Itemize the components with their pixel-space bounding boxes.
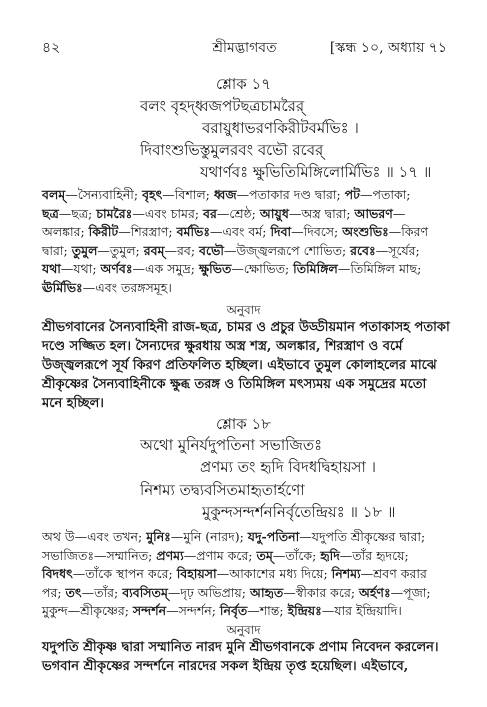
synonym-word: বর্মভিঃ <box>176 224 211 239</box>
synonym-word: বিহায়সা <box>176 566 217 581</box>
verse-17-translation <box>42 318 452 413</box>
text-line <box>42 565 452 584</box>
verse-18-synonyms <box>42 528 452 621</box>
verse-17-line-1: বলং বৃহদ্ধ্বজপটছত্রচামরৈর্ <box>140 97 305 115</box>
canto-chapter: [স্কন্ধ ১০, অধ্যায় ৭১ <box>329 40 447 56</box>
text-line <box>42 260 452 279</box>
synonym-meaning: —রব; <box>164 242 200 258</box>
page-number: ৪২ <box>42 40 61 56</box>
synonym-meaning: মুকুন্দ—শ্রীকৃষ্ণের; <box>42 603 133 618</box>
text-line <box>42 279 452 298</box>
verse-18-line-3: নিশম্য তদ্ব্যবসিতমাহৃতার্হণো <box>140 481 305 499</box>
synonym-meaning: —সন্দর্শন; <box>166 603 220 618</box>
synonym-meaning: —কিরণ <box>388 224 429 239</box>
synonym-meaning: —দিবসে; <box>291 224 343 239</box>
synonym-word: হৃদি <box>320 547 340 563</box>
synonym-meaning: —মুনি (নারদ); <box>170 529 248 544</box>
synonym-word: পট <box>344 187 360 202</box>
synonym-word: দিবা <box>270 224 292 239</box>
synonym-meaning: —ছত্র; <box>58 205 97 221</box>
synonym-word: বভৌ <box>199 242 224 258</box>
text-line: ভগবান শ্রীকৃষ্ণের সন্দর্শনে নারদের সকল ইন্দ্রিয় তৃপ্ত হয়েছিল। এইভাবে, <box>42 659 409 674</box>
synonym-meaning: —ক্ষোভিত; <box>231 261 294 276</box>
verse-18-line-2: প্রণম্য তং হৃদি বিদধদ্বিহায়সা । <box>200 458 376 476</box>
synonym-word: তম্ <box>256 547 273 563</box>
verse-18-number: শ্লোক ১৮ <box>216 415 271 433</box>
synonym-meaning: —যথা; <box>60 261 101 276</box>
text-line: শ্রীকৃষ্ণের সৈন্যবাহিনীকে ক্ষুব্ধ তরঙ্গ ও তিমিঙ্গিল মৎস্যময় এক সমুদ্রের মতো <box>42 377 427 392</box>
text-line <box>42 242 452 261</box>
synonym-meaning: —শ্রবণ করার <box>360 566 427 581</box>
verse-18-translation-label: অনুবাদ <box>226 623 261 637</box>
synonym-word: ধ্বজ <box>213 187 237 202</box>
synonym-meaning: —বিশাল; <box>162 187 214 202</box>
synonym-meaning: —পতাকা; <box>359 187 411 202</box>
synonym-meaning: —তাঁর হৃদয়ে; <box>339 547 409 563</box>
text-line <box>42 547 452 566</box>
synonym-meaning: পর; <box>42 584 66 600</box>
synonym-word: আভরণ <box>354 205 393 221</box>
synonym-meaning: —শ্রেষ্ঠ; <box>216 205 260 221</box>
text-line: যদুপতি শ্রীকৃষ্ণ দ্বারা সম্মানিত নারদ মুনি শ্রীভগবানকে প্রণাম নিবেদন করলেন। <box>42 640 439 655</box>
synonym-word: ইন্দ্রিয়ঃ <box>287 603 322 618</box>
synonym-word: ছত্র <box>42 205 59 221</box>
synonym-meaning: —সূর্যের; <box>375 242 420 258</box>
text-line <box>42 602 452 621</box>
synonym-meaning: —তাঁকে; <box>272 547 321 563</box>
verse-17-line-4: যথার্ণবঃ ক্ষুভিতিমিঙ্গিলোর্মিভিঃ ॥ ১৭ ॥ <box>200 163 432 181</box>
text-line <box>42 584 452 603</box>
synonym-word: নির্বৃত <box>219 603 248 618</box>
text-line: দণ্ডে সজ্জিত হল। সৈন্যদের ক্ষুরধায় অস্ত্র শস্ত্র, অলঙ্কার, শিরস্ত্রাণ ও বর্মে <box>42 339 403 354</box>
synonym-meaning: —তুমুল; <box>97 242 144 258</box>
synonym-meaning: —এবং তরঙ্গসমূহ। <box>82 279 172 295</box>
synonym-word: নিশম্য <box>331 566 361 581</box>
synonym-meaning: —তাঁর; <box>81 584 123 600</box>
synonym-word: বৃহৎ <box>142 187 163 202</box>
synonym-meaning: —দৃঢ় অভিপ্রায়; <box>167 584 250 600</box>
synonym-meaning: —স্বীকার করে; <box>283 584 360 600</box>
synonym-word: সন্দর্শন <box>132 603 167 618</box>
synonym-word: রবম্ <box>143 242 165 258</box>
synonym-word: তুমুল <box>71 242 98 258</box>
synonym-word: ঊর্মিভিঃ <box>42 279 83 295</box>
synonym-meaning: —আকাশের মধ্য দিয়ে; <box>216 566 332 581</box>
synonym-meaning: — <box>392 205 406 221</box>
text-line <box>42 186 452 205</box>
synonym-meaning: —শিরস্ত্রাণ; <box>118 224 177 239</box>
synonym-meaning: দ্বারা; <box>42 242 72 258</box>
synonym-word: মুনিঃ <box>146 529 171 544</box>
synonym-word: কিরীট <box>88 224 119 239</box>
synonym-meaning: —প্রণাম করে; <box>183 547 257 563</box>
verse-18-line-4: মুকুন্দসন্দর্শননির্বৃতেন্দ্রিয়ঃ ॥ ১৮ ॥ <box>202 503 396 521</box>
synonym-meaning: —শান্ত; <box>247 603 288 618</box>
synonym-meaning: সভাজিতঃ—সম্মানিত; <box>42 547 157 563</box>
verse-17-translation-label: অনুবাদ <box>226 303 261 317</box>
synonym-word: যদু-পতিনা <box>247 529 300 544</box>
page-header <box>42 38 447 58</box>
synonym-meaning: —অস্ত্র দ্বারা; <box>288 205 355 221</box>
synonym-meaning: অলঙ্কার; <box>42 224 89 239</box>
synonym-word: অর্হণঃ <box>359 584 391 600</box>
text-line <box>42 528 452 547</box>
verse-17-line-3: দিবাংশুভিস্তুমুলরবং বভৌ রবের্ <box>140 141 324 159</box>
synonym-word: যথা <box>42 261 61 276</box>
synonym-meaning: —তিমিঙ্গিল মাছ; <box>337 261 422 276</box>
synonym-meaning: —এবং বর্ম; <box>210 224 271 239</box>
synonym-word: আয়ুধ <box>259 205 289 221</box>
text-line: উজ্জ্বলরূপে সূর্য কিরণ প্রতিফলিত হচ্ছিল। এইভাবে তুমুল কোলাহলের মাঝে <box>42 358 437 373</box>
synonym-meaning: —সৈন্যবাহিনী; <box>65 187 143 202</box>
synonym-meaning: —যার ইন্দ্রিয়াদি। <box>321 603 402 618</box>
verse-18-line-1: অথো মুনির্যদুপতিনা সভাজিতঃ <box>140 436 323 454</box>
synonym-meaning: —যদুপতি শ্রীকৃষ্ণের দ্বারা; <box>299 529 426 544</box>
synonym-word: বিদধৎ <box>42 566 73 581</box>
book-title: শ্রীমদ্ভাগবত <box>212 40 277 56</box>
text-line <box>42 223 452 242</box>
synonym-word: রবেঃ <box>350 242 376 258</box>
verse-17-line-2: বরায়ুধাভরণকিরীটবর্মভিঃ । <box>202 119 359 137</box>
synonym-word: বর <box>203 205 217 221</box>
synonym-word: ক্ষুভিত <box>198 261 232 276</box>
synonym-meaning: —এক সমুদ্র; <box>132 261 199 276</box>
synonym-word: চামরৈঃ <box>96 205 133 221</box>
synonym-word: তিমিঙ্গিল <box>293 261 338 276</box>
text-line: শ্রীভগবানের সৈন্যবাহিনী রাজ-ছত্র, চামর ও প্রচুর উড্ডীয়মান পতাকাসহ পতাকা <box>42 320 450 335</box>
synonym-meaning: —পতাকার দণ্ড দ্বারা; <box>236 187 345 202</box>
synonym-meaning: —তাঁকে স্থাপন করে; <box>72 566 177 581</box>
synonym-word: বলম্ <box>42 187 66 202</box>
verse-18-translation <box>42 638 452 676</box>
synonym-word: আহৃত <box>249 584 284 600</box>
text-line: মনে হচ্ছিল। <box>42 396 104 411</box>
synonym-word: প্রণম্য <box>156 547 184 563</box>
synonym-word: অর্ণবঃ <box>100 261 133 276</box>
synonym-meaning: —পূজা; <box>390 584 431 600</box>
text-line <box>42 205 452 224</box>
synonym-word: তৎ <box>65 584 82 600</box>
synonym-meaning: অথ উ—এবং তখন; <box>42 529 147 544</box>
verse-17-number: শ্লোক ১৭ <box>216 75 271 93</box>
synonym-word: অংশুভিঃ <box>342 224 389 239</box>
verse-17-synonyms <box>42 186 452 297</box>
synonym-meaning: —উজ্জ্বলরূপে শোভিত; <box>223 242 351 258</box>
synonym-meaning: —এবং চামর; <box>132 205 204 221</box>
synonym-word: ব্যবসিতম্ <box>122 584 168 600</box>
